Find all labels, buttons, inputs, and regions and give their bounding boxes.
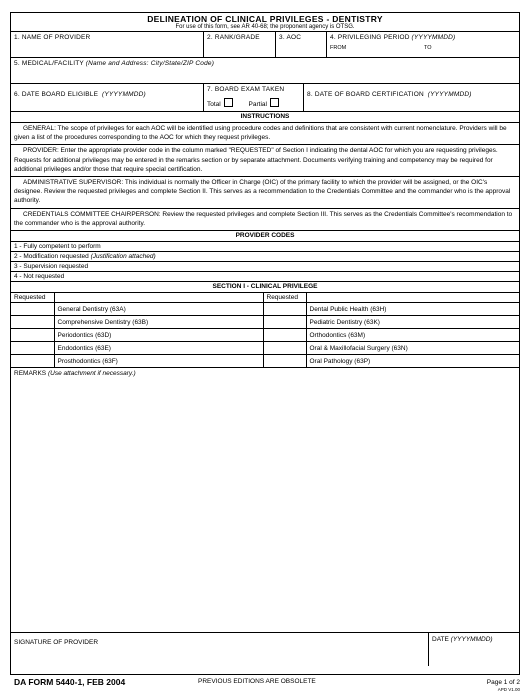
privilege-label: General Dentistry (63A)	[54, 303, 263, 316]
date-board-certification-label: 8. DATE OF BOARD CERTIFICATION	[307, 91, 424, 98]
date-board-eligible-field[interactable]	[11, 84, 204, 111]
signature-label: SIGNATURE OF PROVIDER	[14, 639, 99, 647]
requested-input[interactable]	[263, 329, 306, 342]
date-board-certification-field[interactable]	[304, 84, 519, 111]
partial-checkbox[interactable]	[270, 98, 279, 107]
requested-input[interactable]	[263, 342, 306, 355]
remarks-note: (Use attachment if necessary.)	[47, 370, 136, 378]
board-exam-taken-label: 7. BOARD EXAM TAKEN	[207, 86, 285, 93]
date-board-eligible-format: (YYYYMMDD)	[101, 91, 146, 98]
privilege-label: Periodontics (63D)	[54, 329, 263, 342]
provider-code-item: 2 - Modification requested (Justification attached)	[11, 252, 519, 262]
privilege-label: Pediatric Dentistry (63K)	[306, 316, 519, 329]
instructions-credentials-chair: CREDENTIALS COMMITTEE CHAIRPERSON: Review the requested privileges and complete Section III. This serves as the Credentials Committee's recommendation to the commander who is the approval authority.	[11, 209, 519, 231]
remarks-field[interactable]	[11, 368, 519, 633]
requested-input[interactable]	[11, 329, 54, 342]
section-1-title: SECTION I - CLINICAL PRIVILEGE	[11, 282, 519, 293]
provider-code-item: 4 - Not requested	[11, 272, 519, 282]
total-checkbox[interactable]	[224, 98, 233, 107]
medical-facility-note: (Name and Address: City/State/ZIP Code)	[85, 60, 215, 67]
form-title: DELINEATION OF CLINICAL PRIVILEGES - DENTISTRY	[147, 14, 383, 24]
table-row	[11, 355, 519, 368]
requested-column-header: Requested	[11, 293, 54, 303]
total-label: Total	[207, 101, 221, 108]
medical-facility-label: 5. MEDICAL/FACILITY	[14, 60, 84, 67]
form-header	[11, 13, 519, 32]
table-row	[11, 303, 519, 316]
privilege-label: Endodontics (63E)	[54, 342, 263, 355]
requested-input[interactable]	[11, 355, 54, 368]
aoc-label: 3. AOC	[279, 34, 302, 41]
provider-code-item: 1 - Fully competent to perform	[11, 242, 519, 252]
signature-date-format: (YYYYMMDD)	[450, 636, 493, 644]
instructions-title: INSTRUCTIONS	[11, 112, 519, 123]
privilege-label: Prosthodontics (63F)	[54, 355, 263, 368]
instructions-provider: PROVIDER: Enter the appropriate provider code in the column marked "REQUESTED" of Section I indicating the dental AOC for which you are requesting privileges. Requests for additional privileges may be entered in the remarks section or by separate attachment. Documents verifying training and competency may be required for additional privileges and/or those that require special certification.	[11, 145, 519, 177]
signature-of-provider-field[interactable]	[11, 633, 429, 666]
rank-grade-label: 2. RANK/GRADE	[207, 34, 260, 41]
name-of-provider-field[interactable]	[11, 32, 204, 57]
clinical-privilege-table	[11, 293, 519, 368]
signature-row	[11, 633, 519, 666]
provider-codes-title: PROVIDER CODES	[11, 231, 519, 242]
form-subtitle: For use of this form, see AR 40-68; the proponent agency is OTSG.	[175, 24, 355, 30]
date-board-certification-format: (YYYYMMDD)	[427, 91, 472, 98]
table-header-row	[11, 293, 519, 303]
privilege-label: Orthodontics (63M)	[306, 329, 519, 342]
version-label: APD V1.00	[497, 687, 520, 692]
form-number: DA FORM 5440-1, FEB 2004	[14, 677, 126, 687]
partial-label: Partial	[248, 101, 267, 108]
from-label: FROM	[330, 45, 347, 51]
provider-code-item: 3 - Supervision requested	[11, 262, 519, 272]
table-row	[11, 316, 519, 329]
rank-grade-field[interactable]	[204, 32, 276, 57]
table-row	[11, 342, 519, 355]
board-row	[11, 84, 519, 112]
privileging-period-format: (YYYYMMDD)	[411, 34, 456, 41]
requested-input[interactable]	[263, 355, 306, 368]
privilege-label: Oral Pathology (63P)	[306, 355, 519, 368]
requested-column-header: Requested	[263, 293, 306, 303]
requested-input[interactable]	[11, 342, 54, 355]
privilege-label: Comprehensive Dentistry (63B)	[54, 316, 263, 329]
board-exam-taken-field	[204, 84, 304, 111]
signature-date-field[interactable]	[429, 633, 519, 666]
table-row	[11, 329, 519, 342]
requested-input[interactable]	[11, 303, 54, 316]
provider-info-row	[11, 32, 519, 58]
dental-privileges-form	[10, 12, 520, 675]
privileging-period-field[interactable]	[327, 32, 519, 57]
name-of-provider-label: 1. NAME OF PROVIDER	[14, 34, 91, 41]
previous-editions-note: PREVIOUS EDITIONS ARE OBSOLETE	[198, 678, 316, 685]
requested-input[interactable]	[263, 316, 306, 329]
to-label: TO	[424, 45, 432, 51]
requested-input[interactable]	[263, 303, 306, 316]
requested-input[interactable]	[11, 316, 54, 329]
instructions-admin-supervisor: ADMINISTRATIVE SUPERVISOR: This individual is normally the Officer in Charge (OIC) of the primary facility to which the provider will be assigned, or the OIC's designee. Review the requested privileges and complete Section II. This serves as a recommendation to the Credentials Committee and the commander who is the approval authority.	[11, 177, 519, 209]
page-number: Page 1 of 2	[486, 679, 520, 686]
privilege-label: Oral & Maxillofacial Surgery (63N)	[306, 342, 519, 355]
medical-facility-row	[11, 58, 519, 84]
signature-date-label: DATE	[432, 636, 449, 644]
date-board-eligible-label: 6. DATE BOARD ELIGIBLE	[14, 91, 99, 98]
instructions-general: GENERAL: The scope of privileges for each AOC will be identified using procedure codes and definitions that are consistent with current nomenclature. Providers will be given a list of the procedures corresponding to the AOC for which they request privileges.	[11, 123, 519, 145]
medical-facility-field[interactable]	[11, 58, 519, 83]
aoc-field[interactable]	[276, 32, 327, 57]
privilege-label: Dental Public Health (63H)	[306, 303, 519, 316]
privileging-period-label: 4. PRIVILEGING PERIOD	[330, 34, 410, 41]
remarks-label: REMARKS	[14, 370, 47, 378]
